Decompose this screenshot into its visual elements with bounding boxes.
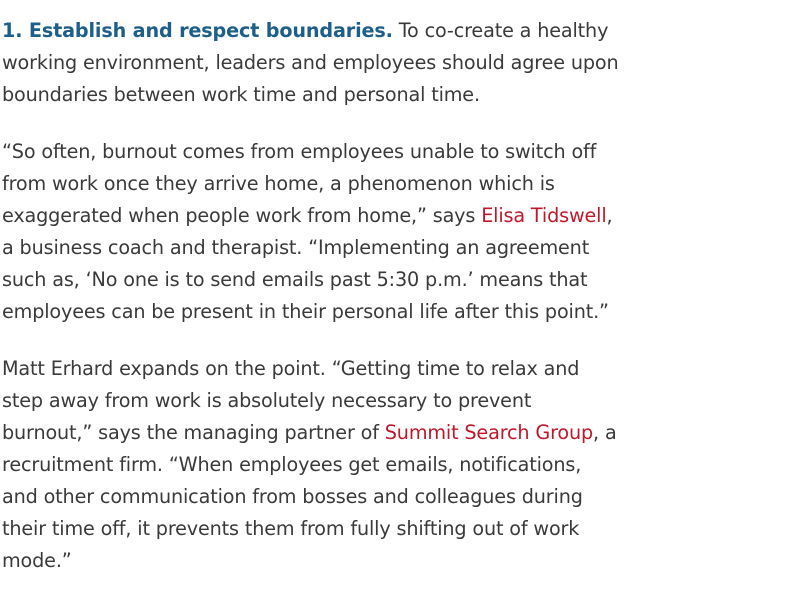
paragraph-text: , a recruitment firm. “When employees get emails, notifications, and other communication from bosses and colleagues during their time off, it prevents them from fully shifting out of work mode.” [2,421,617,572]
paragraph-tidswell-quote [2,136,622,328]
paragraph-erhard-quote [2,353,622,577]
paragraph-text: To co-create a healthy working environment, leaders and employees should agree upon boundaries between work time and personal time. [2,19,619,106]
section-heading: 1. Establish and respect boundaries. [2,19,393,42]
article-body [2,15,622,577]
elisa-tidswell-link[interactable]: Elisa Tidswell [481,204,607,227]
paragraph-text: , a business coach and therapist. “Implementing an agreement such as, ‘No one is to send emails past 5:30 p.m.’ means that employees can be present in their personal life after this point.” [2,204,613,323]
summit-search-group-link[interactable]: Summit Search Group [384,421,594,444]
paragraph-establish-boundaries [2,15,622,111]
paragraph-text: Matt Erhard expands on the point. “Getting time to relax and step away from work is absolutely necessary to prevent burnout,” says the managing partner of [2,357,580,444]
paragraph-text: “So often, burnout comes from employees unable to switch off from work once they arrive home, a phenomenon which is exaggerated when people work from home,” says [2,140,597,227]
